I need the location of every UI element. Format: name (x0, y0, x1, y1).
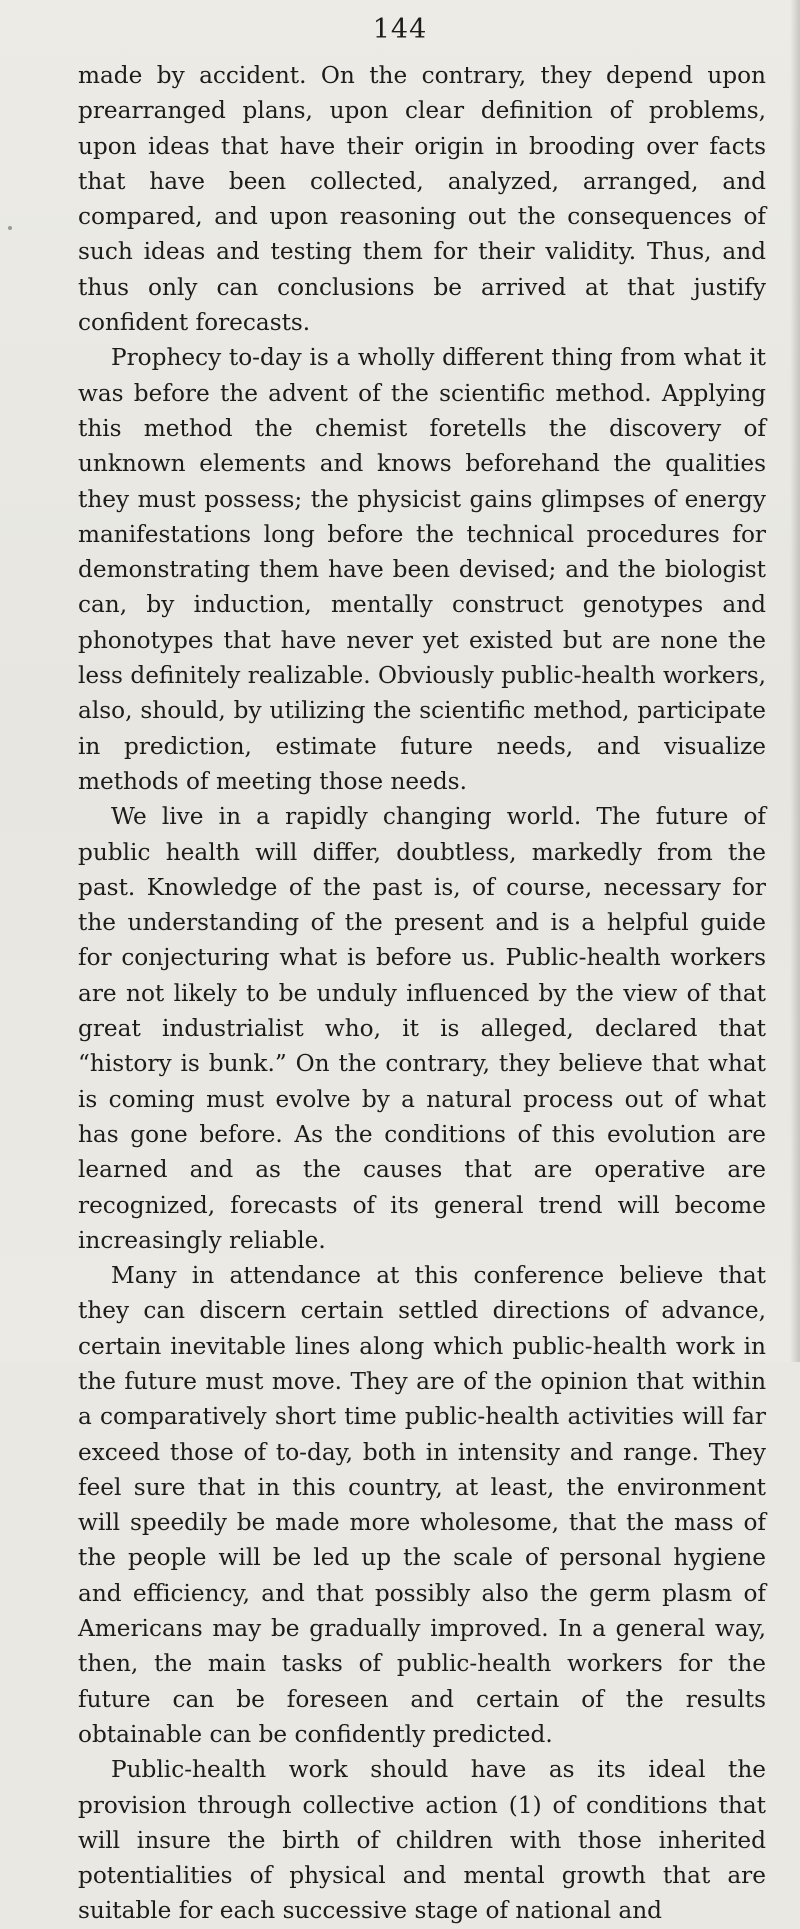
paper-speck (8, 226, 12, 230)
paragraph-1: made by accident. On the contrary, they depend upon prearranged plans, upon clear definition of problems, upon ideas that have their origin in brooding over facts that have been collected, analyzed, arranged, and compared, and upon reasoning out the consequences of such ideas and testing them for their validity. Thus, and thus only can conclusions be arrived at that justify confident forecasts. (78, 62, 766, 337)
page-number: 144 (372, 14, 428, 45)
paragraph-3: We live in a rapidly changing world. The future of public health will differ, doubtless, markedly from the past. Knowledge of the past is, of course, necessary for the understanding of the present and is a helpful guide for conjecturing what is before us. Public-health workers are not likely to be unduly influenced by the view of that great industrialist who, it is alleged, declared that “history is bunk.” On the contrary, they believe that what is coming must evolve by a natural process out of what has gone before. As the conditions of this evolution are learned and as the causes that are operative are recognized, forecasts of its general trend will become increasingly reliable. (78, 803, 766, 1254)
page-edge-shadow (790, 0, 800, 1362)
body-text (78, 58, 766, 1929)
paragraph-5: Public-health work should have as its ideal the provision through collective action (1) of conditions that will insure the birth of children with those inherited potentialities of physical and mental growth that are suitable for each successive stage of national and (78, 1756, 766, 1925)
paragraph-2: Prophecy to-day is a wholly different thing from what it was before the advent of the scientific method. Applying this method the chemist foretells the discovery of unknown elements and knows beforehand the qualities they must possess; the physicist gains glimpses of energy manifestations long before the technical procedures for demonstrating them have been devised; and the biologist can, by induction, mentally construct genotypes and phonotypes that have never yet existed but are none the less definitely realizable. Obviously public-health workers, also, should, by utilizing the scientific method, participate in prediction, estimate future needs, and visualize methods of meeting those needs. (78, 344, 766, 795)
paragraph-4: Many in attendance at this conference believe that they can discern certain settled directions of advance, certain inevitable lines along which public-health work in the future must move. They are of the opinion that within a comparatively short time public-health activities will far exceed those of to-day, both in intensity and range. They feel sure that in this country, at least, the environment will speedily be made more wholesome, that the mass of the people will be led up the scale of personal hygiene and efficiency, and that possibly also the germ plasm of Americans may be gradually improved. In a general way, then, the main tasks of public-health workers for the future can be foreseen and certain of the results obtainable can be confidently predicted. (78, 1262, 766, 1748)
